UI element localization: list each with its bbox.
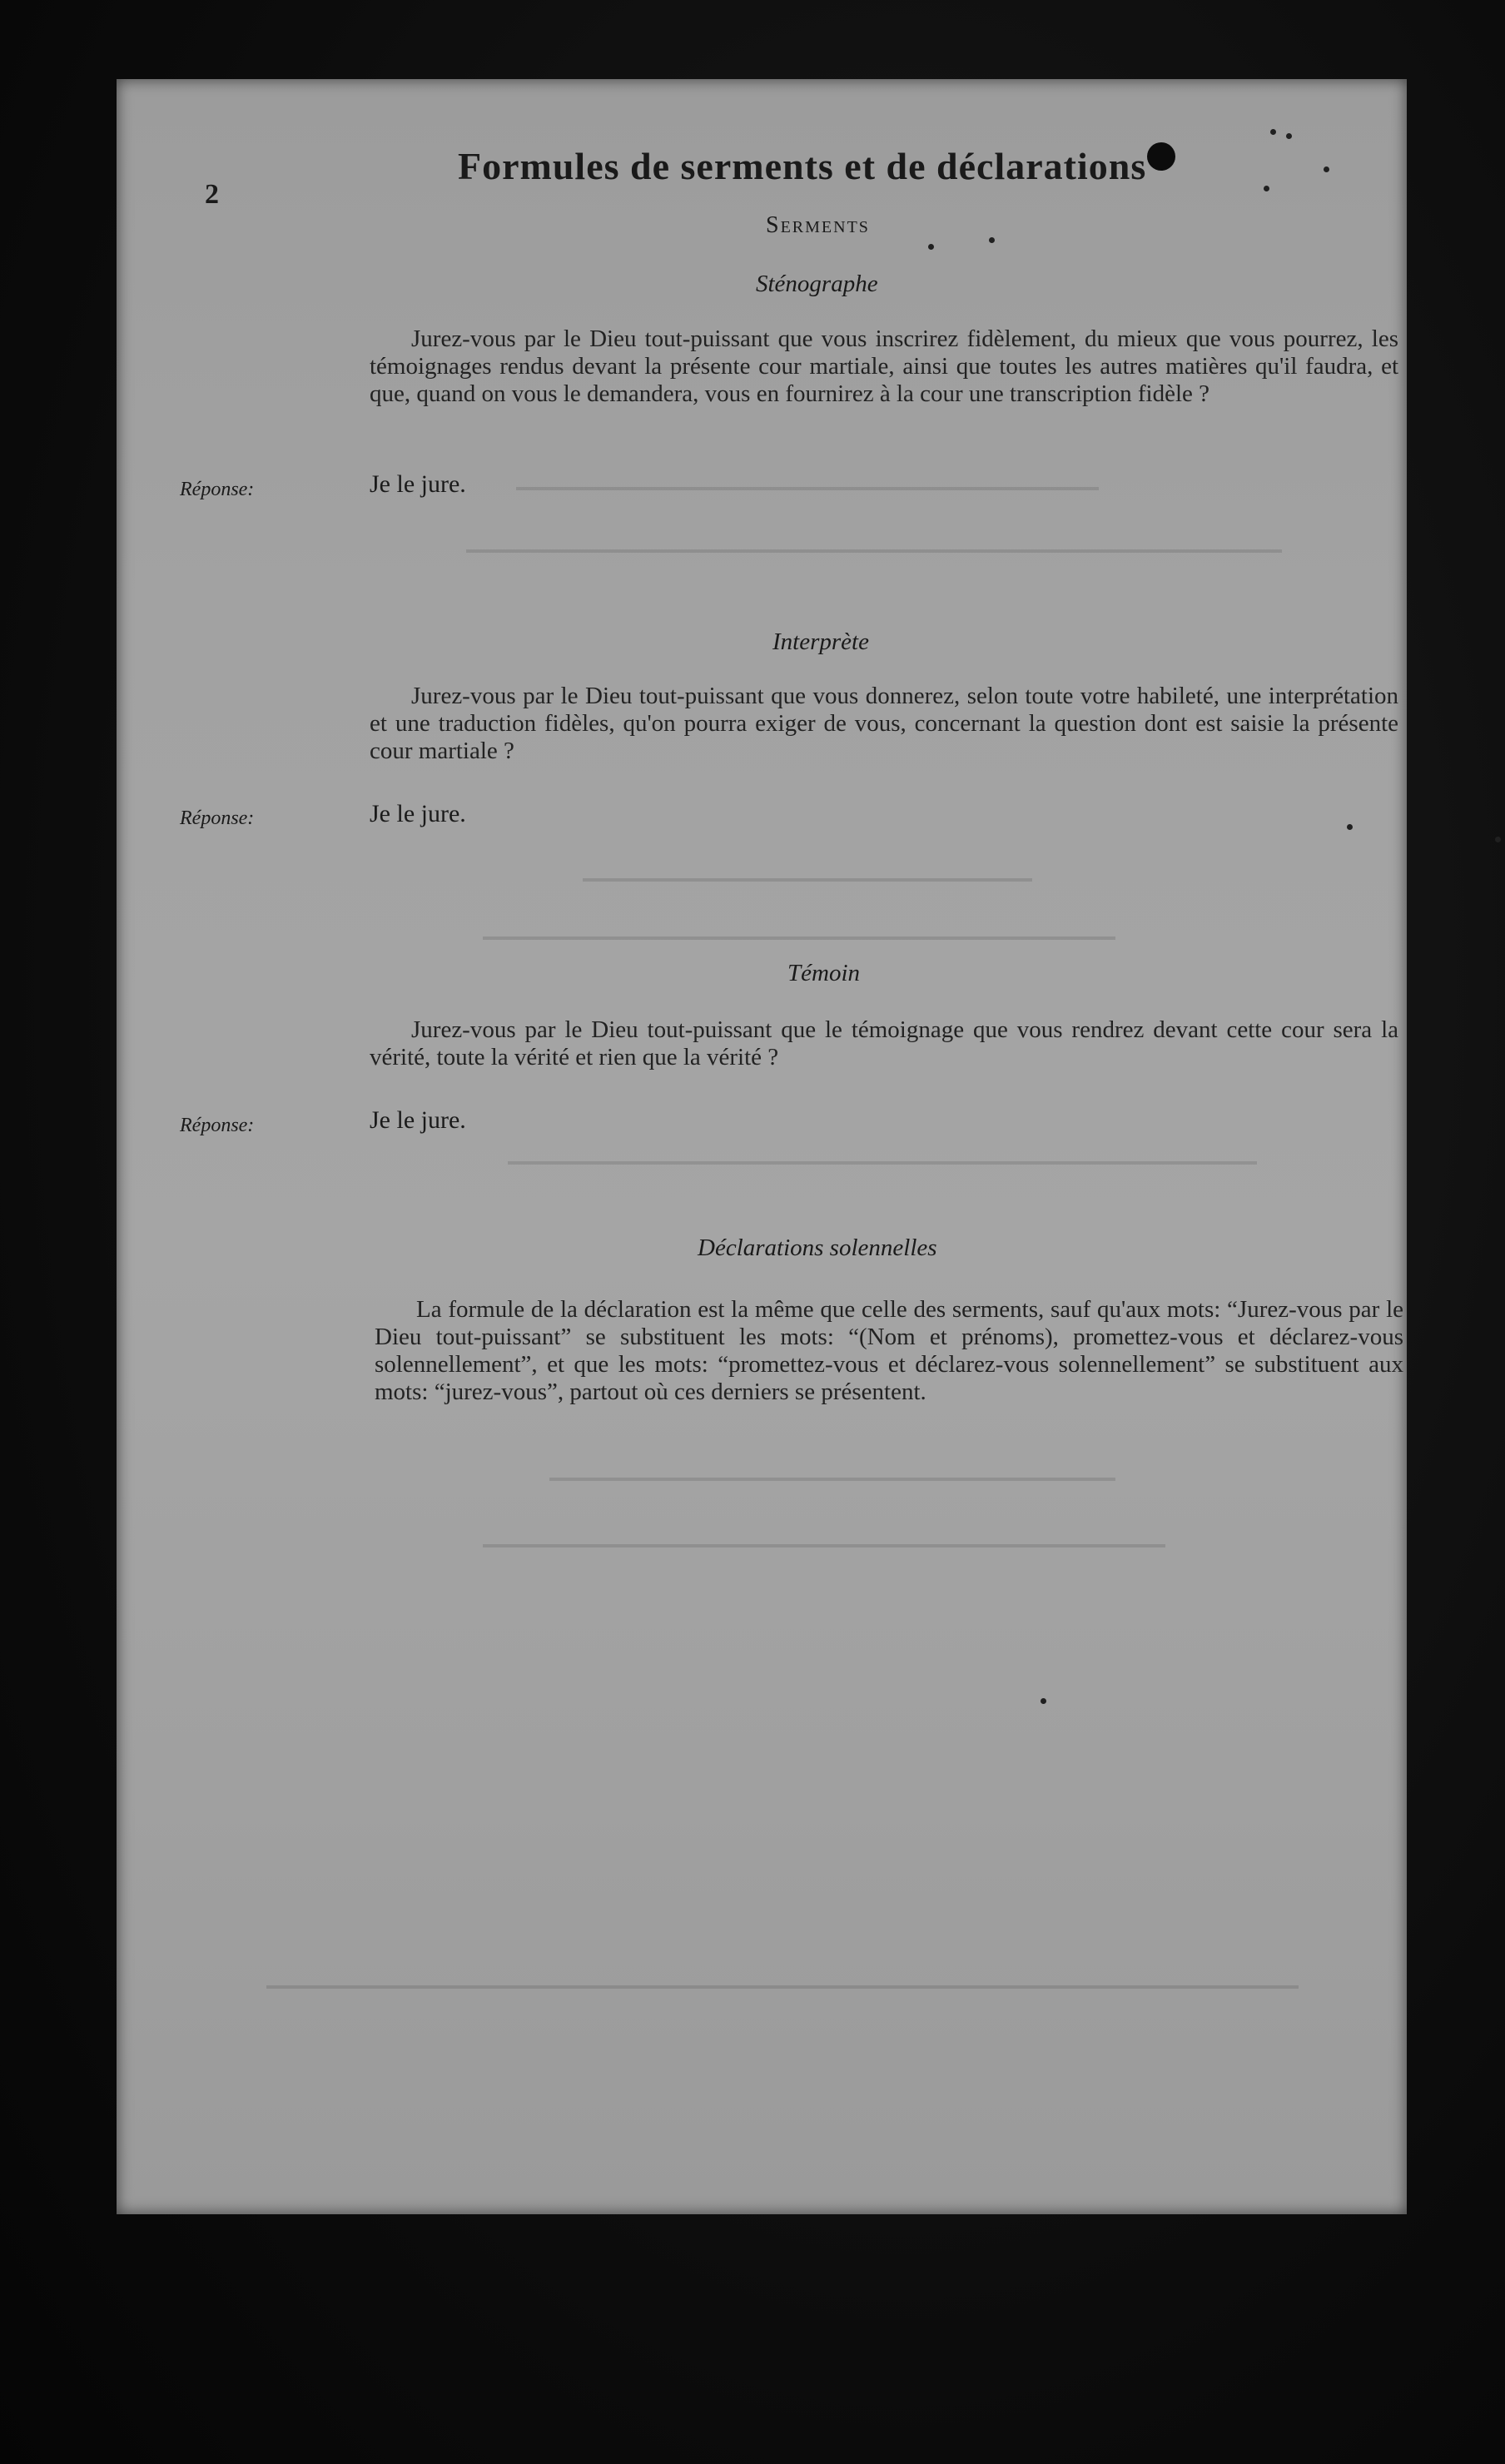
answer-text-temoin: Je le jure. xyxy=(370,1106,466,1134)
show-through-line xyxy=(583,878,1032,882)
show-through-line xyxy=(483,1544,1165,1547)
oath-paragraph-stenographe: Jurez-vous par le Dieu tout-puissant que vous inscrirez fidèlement, du mieux que vous pourrez, les témoignages rendus devant la présente cour martiale, ainsi que toutes les autres matières qu'il faudra, et que, quand on vous le demandera, vous en fournirez à la cour une transcription fidèle ? xyxy=(370,325,1398,407)
show-through-line xyxy=(516,487,1099,490)
edge-speck xyxy=(1495,837,1501,842)
page-title: Formules de serments et de déclarations xyxy=(458,145,1147,187)
dust-speck xyxy=(1347,824,1353,830)
show-through-line xyxy=(549,1478,1115,1481)
dust-speck xyxy=(928,244,934,250)
answer-label-temoin: Réponse: xyxy=(180,1115,255,1136)
show-through-line xyxy=(508,1161,1257,1165)
page-number: 2 xyxy=(205,179,219,210)
answer-label-stenographe: Réponse: xyxy=(180,479,255,500)
dust-speck xyxy=(1041,1698,1046,1704)
document-page xyxy=(117,79,1407,2214)
section-heading-serments: Serments xyxy=(766,212,870,238)
dust-speck xyxy=(989,237,995,243)
show-through-line xyxy=(266,1985,1299,1989)
sub-heading-declarations: Déclarations solennelles xyxy=(698,1234,937,1261)
ink-blot xyxy=(1147,142,1175,171)
show-through-line xyxy=(466,549,1282,553)
sub-heading-temoin: Témoin xyxy=(787,960,860,986)
answer-text-stenographe: Je le jure. xyxy=(370,470,466,498)
dust-speck xyxy=(1264,186,1269,191)
answer-text-interprete: Je le jure. xyxy=(370,800,466,827)
show-through-line xyxy=(483,936,1115,940)
sub-heading-interprete: Interprète xyxy=(772,628,869,655)
sub-heading-stenographe: Sténographe xyxy=(756,271,878,297)
oath-paragraph-temoin: Jurez-vous par le Dieu tout-puissant que le témoignage que vous rendrez devant cette cour sera la vérité, toute la vérité et rien que la vérité ? xyxy=(370,1016,1398,1071)
edge-speck xyxy=(1286,133,1292,139)
declaration-paragraph: La formule de la déclaration est la même que celle des serments, sauf qu'aux mots: “Jurez-vous par le Dieu tout-puissant” se substituent les mots: “(Nom et prénoms), promettez-vous et déclarez-vous solennellement”, et que les mots: “promettez-vous et déclarez-vous solennellement” se substituent aux mots: “jurez-vous”, partout où ces derniers se présentent. xyxy=(375,1296,1403,1405)
answer-label-interprete: Réponse: xyxy=(180,807,255,829)
dust-speck xyxy=(1324,166,1329,172)
dust-speck xyxy=(1270,129,1276,135)
oath-paragraph-interprete: Jurez-vous par le Dieu tout-puissant que vous donnerez, selon toute votre habileté, une interprétation et une traduction fidèles, qu'on pourra exiger de vous, concernant la question dont est saisie la présente cour martiale ? xyxy=(370,683,1398,764)
